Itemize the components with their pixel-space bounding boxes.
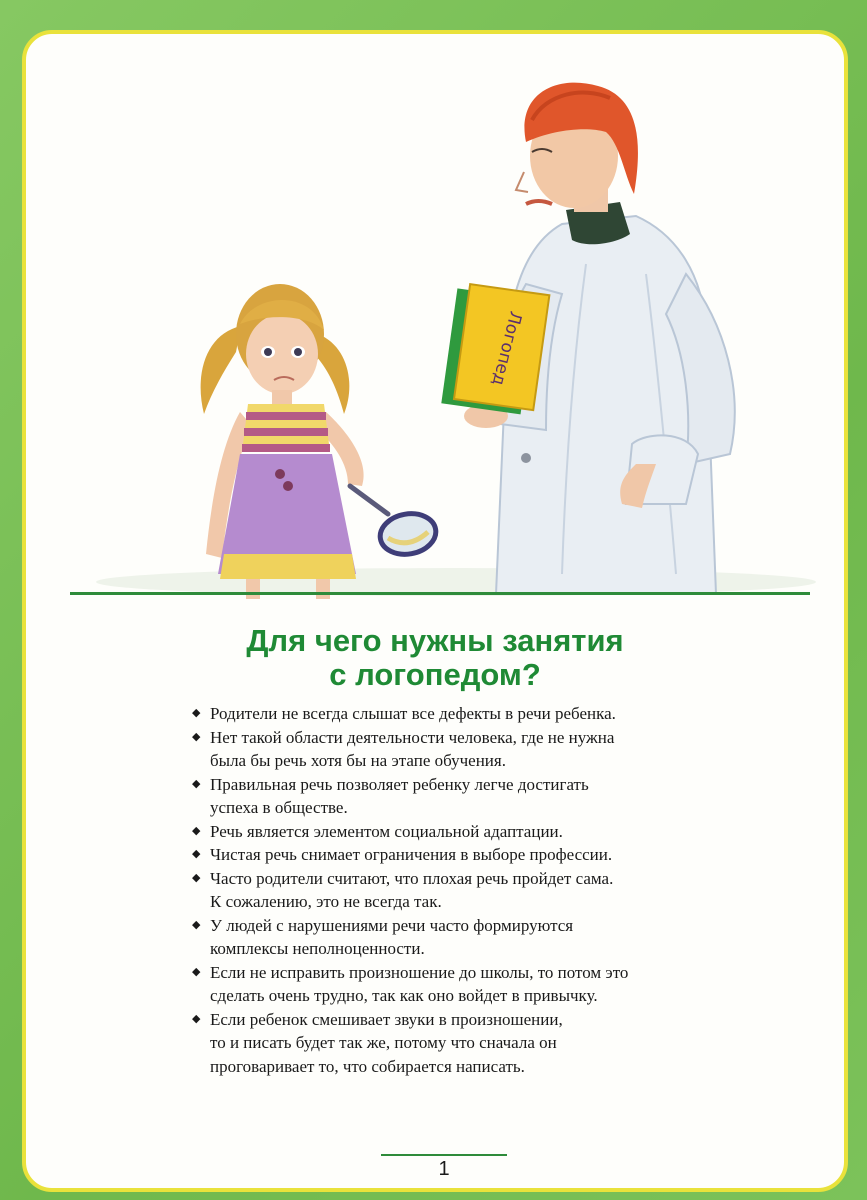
list-item-line: была бы речь хотя бы на этапе обучения. bbox=[210, 751, 506, 770]
list-item-line: Часто родители считают, что плохая речь пройдет сама. bbox=[210, 868, 614, 888]
page-title bbox=[26, 624, 844, 692]
diamond-bullet-icon: ◆ bbox=[192, 848, 201, 860]
diamond-bullet-icon: ◆ bbox=[192, 918, 201, 931]
list-item-line: Правильная речь позволяет ребенку легче достигать bbox=[210, 774, 589, 794]
list-item bbox=[192, 820, 752, 844]
diamond-bullet-icon: ◆ bbox=[192, 1012, 201, 1025]
list-item-line: Речь является элементом социальной адаптации. bbox=[210, 821, 563, 841]
book-illustration bbox=[441, 282, 549, 416]
list-item-line: комплексы неполноценности. bbox=[210, 939, 425, 958]
list-item-line: успеха в обществе. bbox=[210, 798, 348, 817]
list-item-line: Родители не всегда слышат все дефекты в речи ребенка. bbox=[210, 704, 616, 723]
list-item-line: проговаривает то, что собирается написать. bbox=[210, 1056, 525, 1076]
section-divider bbox=[70, 592, 810, 595]
list-item bbox=[192, 843, 752, 867]
reasons-list bbox=[192, 702, 752, 1078]
list-item bbox=[192, 702, 752, 726]
list-item bbox=[192, 773, 752, 820]
list-item bbox=[192, 726, 752, 773]
list-item bbox=[192, 914, 752, 961]
list-item-line: Нет такой области деятельности человека, где не нужна bbox=[210, 727, 615, 747]
list-item-line: Если ребенок смешивает звуки в произношении, bbox=[210, 1009, 563, 1029]
book-cover-text: Логопед bbox=[487, 309, 526, 388]
speech-therapist-illustration bbox=[26, 34, 844, 609]
list-item-line: У людей с нарушениями речи часто формируются bbox=[210, 915, 574, 935]
page-card bbox=[22, 30, 848, 1192]
diamond-bullet-icon: ◆ bbox=[192, 777, 201, 790]
list-item-line: то и писать будет так же, потому что сначала он bbox=[210, 1033, 557, 1052]
diamond-bullet-icon: ◆ bbox=[192, 730, 201, 743]
diamond-bullet-icon: ◆ bbox=[192, 707, 201, 719]
title-line-2: с логопедом? bbox=[329, 657, 541, 692]
list-item bbox=[192, 867, 752, 914]
therapist-figure bbox=[441, 83, 734, 594]
title-line-1: Для чего нужны занятия bbox=[246, 623, 624, 658]
page-number: 1 bbox=[438, 1158, 450, 1180]
list-item-line: сделать очень трудно, так как оно войдет в привычку. bbox=[210, 986, 598, 1005]
diamond-bullet-icon: ◆ bbox=[192, 871, 201, 884]
page-number-rule bbox=[381, 1154, 507, 1156]
list-item bbox=[192, 961, 752, 1008]
diamond-bullet-icon: ◆ bbox=[192, 965, 201, 978]
list-item bbox=[192, 1008, 752, 1079]
list-item-line: К сожалению, это не всегда так. bbox=[210, 892, 442, 911]
list-item-line: Чистая речь снимает ограничения в выборе профессии. bbox=[210, 845, 613, 864]
list-item-line: Если не исправить произношение до школы, то потом это bbox=[210, 962, 629, 982]
diamond-bullet-icon: ◆ bbox=[192, 824, 201, 837]
girl-figure bbox=[201, 284, 439, 599]
